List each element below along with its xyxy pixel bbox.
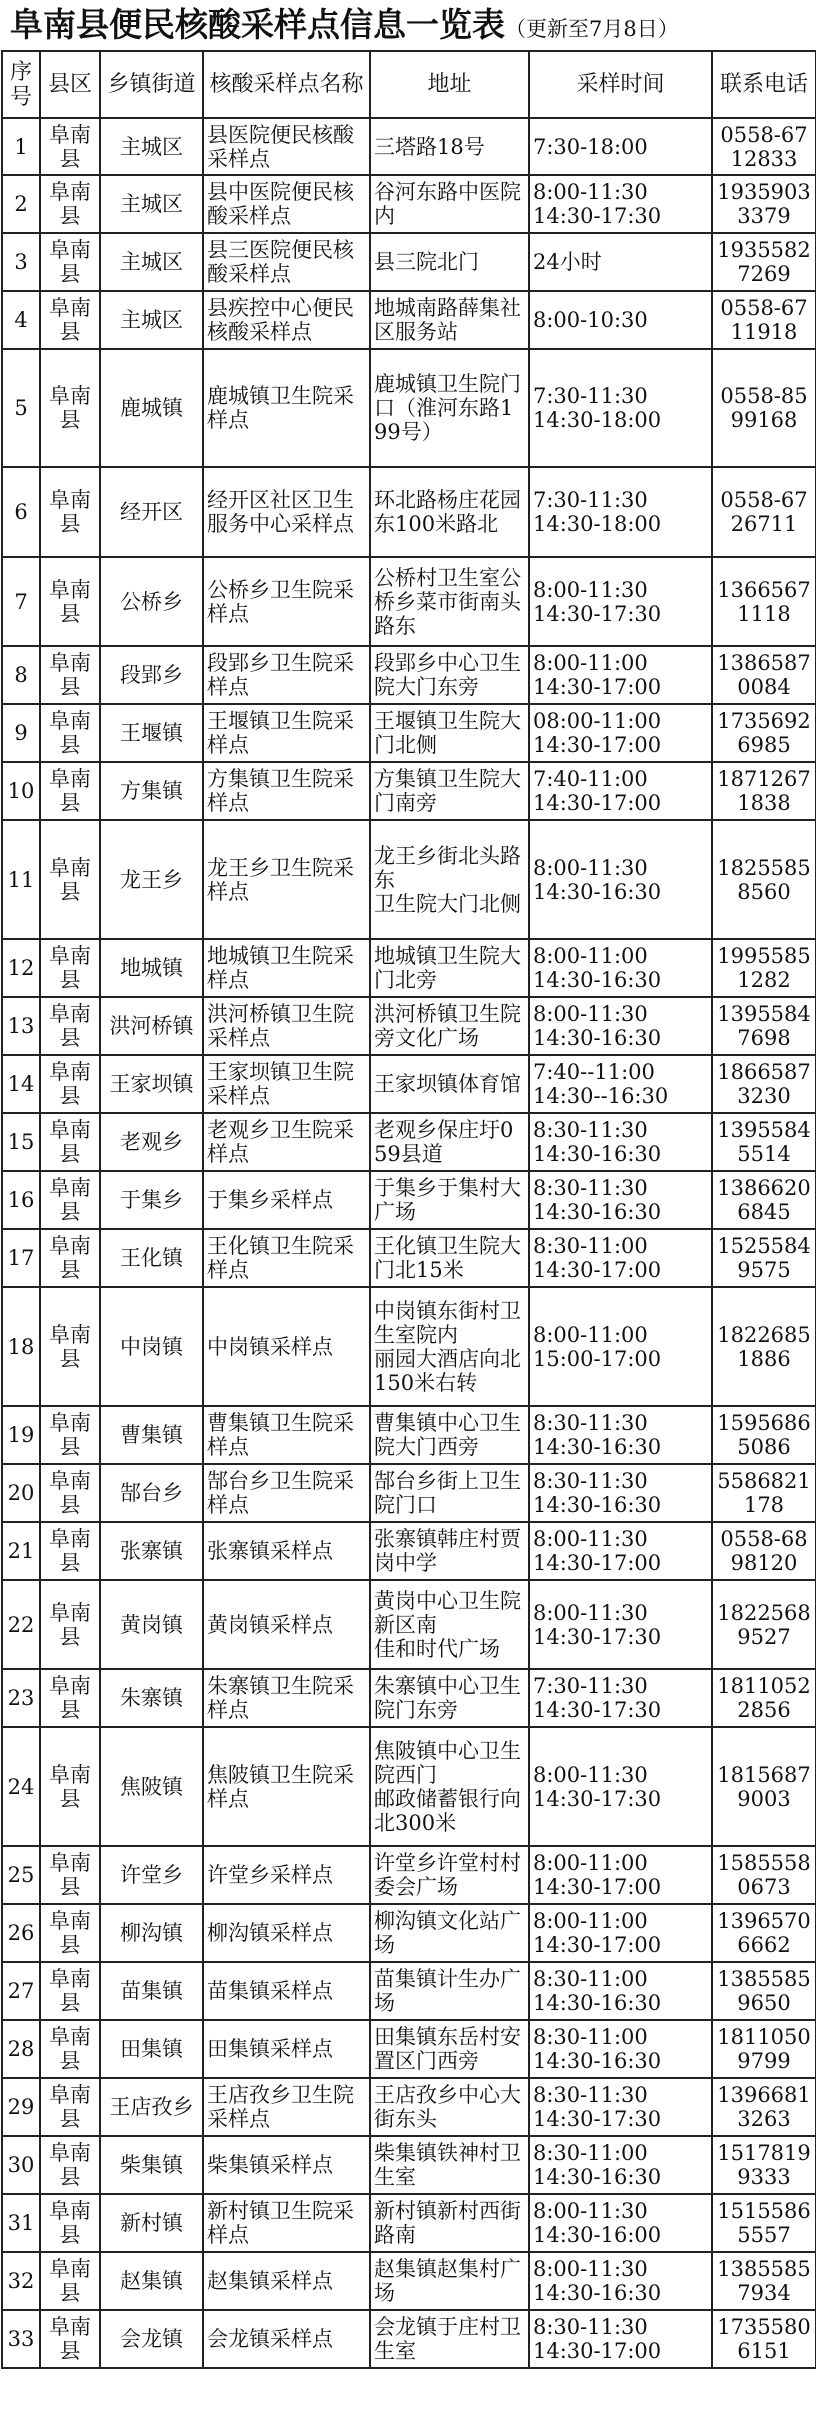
row-site: 郜台乡卫生院采样点 <box>203 1464 370 1522</box>
row-time: 8:00-11:30 14:30-16:30 <box>529 997 712 1055</box>
row-site: 洪河桥镇卫生院采样点 <box>203 997 370 1055</box>
table-row <box>2 1846 816 1904</box>
row-time: 7:30-11:30 14:30-17:30 <box>529 1669 712 1727</box>
table-row <box>2 2078 816 2136</box>
row-address: 田集镇东岳村安置区门西旁 <box>370 2020 529 2078</box>
row-town: 主城区 <box>100 291 203 349</box>
row-time: 8:30-11:00 14:30-16:30 <box>529 1962 712 2020</box>
row-address: 曹集镇中心卫生院大门西旁 <box>370 1406 529 1464</box>
row-seq: 3 <box>2 233 40 291</box>
table-row <box>2 1113 816 1171</box>
row-address: 方集镇卫生院大门南旁 <box>370 762 529 820</box>
row-county: 阜南县 <box>40 939 100 997</box>
row-address: 环北路杨庄花园东100米路北 <box>370 467 529 557</box>
row-town: 新村镇 <box>100 2194 203 2252</box>
row-phone: 19355827269 <box>712 233 816 291</box>
row-site: 王店孜乡卫生院采样点 <box>203 2078 370 2136</box>
row-address: 许堂乡许堂村村委会广场 <box>370 1846 529 1904</box>
row-time: 8:30-11:30 14:30-17:30 <box>529 2078 712 2136</box>
row-county: 阜南县 <box>40 557 100 646</box>
row-town: 洪河桥镇 <box>100 997 203 1055</box>
row-site: 新村镇卫生院采样点 <box>203 2194 370 2252</box>
row-county: 阜南县 <box>40 2310 100 2368</box>
table-row <box>2 349 816 467</box>
row-phone: 18110509799 <box>712 2020 816 2078</box>
row-time: 7:40-11:00 14:30-17:00 <box>529 762 712 820</box>
table-row <box>2 704 816 762</box>
row-town: 王堰镇 <box>100 704 203 762</box>
row-town: 经开区 <box>100 467 203 557</box>
row-site: 中岗镇采样点 <box>203 1287 370 1406</box>
row-address: 苗集镇计生办广场 <box>370 1962 529 2020</box>
table-row <box>2 1580 816 1669</box>
row-phone: 19359033379 <box>712 175 816 233</box>
row-county: 阜南县 <box>40 2194 100 2252</box>
row-time: 8:00-11:30 14:30-16:30 <box>529 2252 712 2310</box>
table-row <box>2 820 816 939</box>
row-time: 8:30-11:30 14:30-16:30 <box>529 1464 712 1522</box>
row-county: 阜南县 <box>40 2078 100 2136</box>
row-phone: 0558-6712833 <box>712 118 816 175</box>
row-phone: 18665873230 <box>712 1055 816 1113</box>
row-county: 阜南县 <box>40 349 100 467</box>
row-town: 柴集镇 <box>100 2136 203 2194</box>
row-town: 主城区 <box>100 233 203 291</box>
row-site: 朱寨镇卫生院采样点 <box>203 1669 370 1727</box>
header-phone: 联系电话 <box>712 51 816 118</box>
row-county: 阜南县 <box>40 1229 100 1287</box>
row-town: 龙王乡 <box>100 820 203 939</box>
row-phone: 15178199333 <box>712 2136 816 2194</box>
row-site: 段郢乡卫生院采样点 <box>203 646 370 704</box>
row-site: 县中医院便民核酸采样点 <box>203 175 370 233</box>
row-phone: 18156879003 <box>712 1727 816 1846</box>
row-town: 张寨镇 <box>100 1522 203 1580</box>
row-phone: 13955845514 <box>712 1113 816 1171</box>
row-seq: 8 <box>2 646 40 704</box>
row-county: 阜南县 <box>40 1522 100 1580</box>
row-phone: 0558-6898120 <box>712 1522 816 1580</box>
row-phone: 13966813263 <box>712 2078 816 2136</box>
row-time: 7:30-11:30 14:30-18:00 <box>529 467 712 557</box>
row-town: 中岗镇 <box>100 1287 203 1406</box>
row-town: 田集镇 <box>100 2020 203 2078</box>
sampling-sites-table <box>1 50 816 2369</box>
row-address: 王家坝镇体育馆 <box>370 1055 529 1113</box>
row-seq: 1 <box>2 118 40 175</box>
row-phone: 17356926985 <box>712 704 816 762</box>
row-town: 许堂乡 <box>100 1846 203 1904</box>
row-county: 阜南县 <box>40 704 100 762</box>
table-row <box>2 939 816 997</box>
row-address: 鹿城镇卫生院门口（淮河东路199号） <box>370 349 529 467</box>
row-address: 公桥村卫生室公桥乡菜市街南头路东 <box>370 557 529 646</box>
row-time: 8:00-11:30 14:30-17:30 <box>529 1727 712 1846</box>
header-site: 核酸采样点名称 <box>203 51 370 118</box>
row-address: 王化镇卫生院大门北15米 <box>370 1229 529 1287</box>
row-address: 朱寨镇中心卫生院门东旁 <box>370 1669 529 1727</box>
row-phone: 13866206845 <box>712 1171 816 1229</box>
row-town: 公桥乡 <box>100 557 203 646</box>
row-county: 阜南县 <box>40 1055 100 1113</box>
row-address: 地城南路薛集社区服务站 <box>370 291 529 349</box>
row-county: 阜南县 <box>40 467 100 557</box>
row-phone: 13855857934 <box>712 2252 816 2310</box>
table-row <box>2 1962 816 2020</box>
row-seq: 2 <box>2 175 40 233</box>
row-seq: 27 <box>2 1962 40 2020</box>
row-town: 黄岗镇 <box>100 1580 203 1669</box>
row-seq: 23 <box>2 1669 40 1727</box>
row-phone: 5586821178 <box>712 1464 816 1522</box>
row-town: 主城区 <box>100 175 203 233</box>
header-address: 地址 <box>370 51 529 118</box>
table-row <box>2 1669 816 1727</box>
row-address: 张寨镇韩庄村贾岗中学 <box>370 1522 529 1580</box>
table-row <box>2 1229 816 1287</box>
table-row <box>2 2136 816 2194</box>
row-county: 阜南县 <box>40 820 100 939</box>
row-phone: 18712671838 <box>712 762 816 820</box>
row-time: 24小时 <box>529 233 712 291</box>
row-county: 阜南县 <box>40 1287 100 1406</box>
row-seq: 19 <box>2 1406 40 1464</box>
row-address: 新村镇新村西街路南 <box>370 2194 529 2252</box>
row-county: 阜南县 <box>40 1846 100 1904</box>
row-site: 于集乡采样点 <box>203 1171 370 1229</box>
table-row <box>2 1522 816 1580</box>
row-town: 苗集镇 <box>100 1962 203 2020</box>
row-phone: 13955847698 <box>712 997 816 1055</box>
table-row <box>2 1287 816 1406</box>
row-address: 王店孜乡中心大街东头 <box>370 2078 529 2136</box>
row-site: 柴集镇采样点 <box>203 2136 370 2194</box>
header-county: 县区 <box>40 51 100 118</box>
row-time: 8:00-11:00 14:30-17:00 <box>529 646 712 704</box>
row-address: 焦陂镇中心卫生院西门 邮政储蓄银行向北300米 <box>370 1727 529 1846</box>
row-seq: 5 <box>2 349 40 467</box>
row-time: 8:00-11:00 15:00-17:00 <box>529 1287 712 1406</box>
row-seq: 17 <box>2 1229 40 1287</box>
row-seq: 20 <box>2 1464 40 1522</box>
row-seq: 26 <box>2 1904 40 1962</box>
row-county: 阜南县 <box>40 1113 100 1171</box>
row-address: 县三院北门 <box>370 233 529 291</box>
row-town: 焦陂镇 <box>100 1727 203 1846</box>
row-seq: 4 <box>2 291 40 349</box>
row-time: 8:00-11:30 14:30-16:00 <box>529 2194 712 2252</box>
table-row <box>2 557 816 646</box>
row-county: 阜南县 <box>40 1580 100 1669</box>
page-title <box>0 0 816 50</box>
row-county: 阜南县 <box>40 175 100 233</box>
row-time: 7:30-18:00 <box>529 118 712 175</box>
row-phone: 0558-6726711 <box>712 467 816 557</box>
row-site: 龙王乡卫生院采样点 <box>203 820 370 939</box>
row-time: 8:30-11:30 14:30-16:30 <box>529 1171 712 1229</box>
row-seq: 14 <box>2 1055 40 1113</box>
row-phone: 13865870084 <box>712 646 816 704</box>
row-seq: 32 <box>2 2252 40 2310</box>
row-phone: 13855859650 <box>712 1962 816 2020</box>
row-seq: 33 <box>2 2310 40 2368</box>
row-seq: 21 <box>2 1522 40 1580</box>
row-time: 8:00-11:30 14:30-17:00 <box>529 1522 712 1580</box>
row-county: 阜南县 <box>40 1727 100 1846</box>
row-seq: 22 <box>2 1580 40 1669</box>
header-seq: 序号 <box>2 51 40 118</box>
row-county: 阜南县 <box>40 1464 100 1522</box>
row-county: 阜南县 <box>40 997 100 1055</box>
row-county: 阜南县 <box>40 2136 100 2194</box>
row-seq: 15 <box>2 1113 40 1171</box>
row-time: 8:00-10:30 <box>529 291 712 349</box>
row-town: 主城区 <box>100 118 203 175</box>
row-address: 赵集镇赵集村广场 <box>370 2252 529 2310</box>
row-address: 王堰镇卫生院大门北侧 <box>370 704 529 762</box>
row-seq: 9 <box>2 704 40 762</box>
table-row <box>2 233 816 291</box>
row-site: 王堰镇卫生院采样点 <box>203 704 370 762</box>
row-site: 柳沟镇采样点 <box>203 1904 370 1962</box>
row-site: 王化镇卫生院采样点 <box>203 1229 370 1287</box>
row-town: 曹集镇 <box>100 1406 203 1464</box>
row-site: 苗集镇采样点 <box>203 1962 370 2020</box>
row-county: 阜南县 <box>40 1171 100 1229</box>
table-row <box>2 1904 816 1962</box>
row-address: 于集乡于集村大广场 <box>370 1171 529 1229</box>
table-row <box>2 1171 816 1229</box>
table-row <box>2 1464 816 1522</box>
row-town: 会龙镇 <box>100 2310 203 2368</box>
row-phone: 18255858560 <box>712 820 816 939</box>
row-site: 县医院便民核酸采样点 <box>203 118 370 175</box>
row-site: 赵集镇采样点 <box>203 2252 370 2310</box>
row-seq: 10 <box>2 762 40 820</box>
row-address: 柳沟镇文化站广场 <box>370 1904 529 1962</box>
row-site: 会龙镇采样点 <box>203 2310 370 2368</box>
row-seq: 12 <box>2 939 40 997</box>
row-site: 公桥乡卫生院采样点 <box>203 557 370 646</box>
row-time: 8:30-11:30 14:30-16:30 <box>529 1406 712 1464</box>
row-phone: 15855580673 <box>712 1846 816 1904</box>
header-town: 乡镇街道 <box>100 51 203 118</box>
row-seq: 6 <box>2 467 40 557</box>
header-time: 采样时间 <box>529 51 712 118</box>
row-time: 8:30-11:00 14:30-16:30 <box>529 2136 712 2194</box>
row-time: 8:00-11:00 14:30-17:00 <box>529 1904 712 1962</box>
row-time: 8:30-11:00 14:30-17:00 <box>529 1229 712 1287</box>
row-county: 阜南县 <box>40 2020 100 2078</box>
title-text: 阜南县便民核酸采样点信息一览表 <box>10 5 505 44</box>
row-site: 县三医院便民核酸采样点 <box>203 233 370 291</box>
table-row <box>2 1727 816 1846</box>
table-row <box>2 1055 816 1113</box>
table-header-row <box>2 51 816 118</box>
row-address: 柴集镇铁神村卫生室 <box>370 2136 529 2194</box>
table-row <box>2 2252 816 2310</box>
row-time: 08:00-11:00 14:30-17:00 <box>529 704 712 762</box>
row-county: 阜南县 <box>40 2252 100 2310</box>
update-note: （更新至7月8日） <box>505 17 679 41</box>
row-address: 谷河东路中医院内 <box>370 175 529 233</box>
row-town: 地城镇 <box>100 939 203 997</box>
table-row <box>2 646 816 704</box>
row-seq: 18 <box>2 1287 40 1406</box>
row-town: 王化镇 <box>100 1229 203 1287</box>
row-town: 鹿城镇 <box>100 349 203 467</box>
row-time: 8:00-11:30 14:30-17:30 <box>529 175 712 233</box>
row-town: 朱寨镇 <box>100 1669 203 1727</box>
table-row <box>2 2310 816 2368</box>
row-time: 8:00-11:00 14:30-16:30 <box>529 939 712 997</box>
row-site: 鹿城镇卫生院采样点 <box>203 349 370 467</box>
row-seq: 29 <box>2 2078 40 2136</box>
row-time: 7:40--11:00 14:30--16:30 <box>529 1055 712 1113</box>
row-town: 王家坝镇 <box>100 1055 203 1113</box>
row-town: 柳沟镇 <box>100 1904 203 1962</box>
table-row <box>2 291 816 349</box>
row-address: 会龙镇于庄村卫生室 <box>370 2310 529 2368</box>
row-seq: 7 <box>2 557 40 646</box>
row-seq: 28 <box>2 2020 40 2078</box>
row-site: 县疾控中心便民核酸采样点 <box>203 291 370 349</box>
row-county: 阜南县 <box>40 762 100 820</box>
row-county: 阜南县 <box>40 118 100 175</box>
row-seq: 16 <box>2 1171 40 1229</box>
row-phone: 15956865086 <box>712 1406 816 1464</box>
row-site: 王家坝镇卫生院采样点 <box>203 1055 370 1113</box>
row-town: 于集乡 <box>100 1171 203 1229</box>
row-time: 8:00-11:30 14:30-16:30 <box>529 820 712 939</box>
row-address: 段郢乡中心卫生院大门东旁 <box>370 646 529 704</box>
row-phone: 18226851886 <box>712 1287 816 1406</box>
row-seq: 11 <box>2 820 40 939</box>
table-row <box>2 175 816 233</box>
row-phone: 0558-8599168 <box>712 349 816 467</box>
row-address: 郜台乡街上卫生院门口 <box>370 1464 529 1522</box>
row-address: 地城镇卫生院大门北旁 <box>370 939 529 997</box>
row-town: 方集镇 <box>100 762 203 820</box>
row-address: 黄岗中心卫生院新区南 佳和时代广场 <box>370 1580 529 1669</box>
row-site: 经开区社区卫生服务中心采样点 <box>203 467 370 557</box>
row-county: 阜南县 <box>40 1962 100 2020</box>
table-row <box>2 118 816 175</box>
row-site: 地城镇卫生院采样点 <box>203 939 370 997</box>
row-town: 段郢乡 <box>100 646 203 704</box>
row-phone: 13665671118 <box>712 557 816 646</box>
row-address: 三塔路18号 <box>370 118 529 175</box>
row-town: 王店孜乡 <box>100 2078 203 2136</box>
row-site: 黄岗镇采样点 <box>203 1580 370 1669</box>
row-county: 阜南县 <box>40 1904 100 1962</box>
row-town: 老观乡 <box>100 1113 203 1171</box>
row-phone: 18110522856 <box>712 1669 816 1727</box>
row-seq: 25 <box>2 1846 40 1904</box>
row-site: 田集镇采样点 <box>203 2020 370 2078</box>
row-seq: 31 <box>2 2194 40 2252</box>
row-county: 阜南县 <box>40 1406 100 1464</box>
row-seq: 30 <box>2 2136 40 2194</box>
row-time: 7:30-11:30 14:30-18:00 <box>529 349 712 467</box>
table-row <box>2 467 816 557</box>
row-county: 阜南县 <box>40 291 100 349</box>
row-time: 8:00-11:00 14:30-17:00 <box>529 1846 712 1904</box>
row-town: 赵集镇 <box>100 2252 203 2310</box>
table-row <box>2 2194 816 2252</box>
row-phone: 15255849575 <box>712 1229 816 1287</box>
row-county: 阜南县 <box>40 1669 100 1727</box>
row-time: 8:30-11:30 14:30-17:00 <box>529 2310 712 2368</box>
row-phone: 17355806151 <box>712 2310 816 2368</box>
row-town: 郜台乡 <box>100 1464 203 1522</box>
row-time: 8:00-11:30 14:30-17:30 <box>529 557 712 646</box>
row-phone: 13965706662 <box>712 1904 816 1962</box>
row-phone: 19955851282 <box>712 939 816 997</box>
row-phone: 18225689527 <box>712 1580 816 1669</box>
row-county: 阜南县 <box>40 233 100 291</box>
row-site: 张寨镇采样点 <box>203 1522 370 1580</box>
row-address: 洪河桥镇卫生院旁文化广场 <box>370 997 529 1055</box>
row-seq: 24 <box>2 1727 40 1846</box>
row-address: 老观乡保庄圩059县道 <box>370 1113 529 1171</box>
row-address: 中岗镇东街村卫生室院内 丽园大酒店向北150米右转 <box>370 1287 529 1406</box>
row-site: 老观乡卫生院采样点 <box>203 1113 370 1171</box>
row-time: 8:00-11:30 14:30-17:30 <box>529 1580 712 1669</box>
row-seq: 13 <box>2 997 40 1055</box>
row-county: 阜南县 <box>40 646 100 704</box>
row-phone: 0558-6711918 <box>712 291 816 349</box>
table-row <box>2 762 816 820</box>
row-site: 方集镇卫生院采样点 <box>203 762 370 820</box>
row-site: 焦陂镇卫生院采样点 <box>203 1727 370 1846</box>
table-row <box>2 1406 816 1464</box>
row-time: 8:30-11:30 14:30-16:30 <box>529 1113 712 1171</box>
row-address: 龙王乡街北头路东 卫生院大门北侧 <box>370 820 529 939</box>
table-row <box>2 2020 816 2078</box>
row-time: 8:30-11:00 14:30-16:30 <box>529 2020 712 2078</box>
table-row <box>2 997 816 1055</box>
row-phone: 15155865557 <box>712 2194 816 2252</box>
row-site: 许堂乡采样点 <box>203 1846 370 1904</box>
row-site: 曹集镇卫生院采样点 <box>203 1406 370 1464</box>
